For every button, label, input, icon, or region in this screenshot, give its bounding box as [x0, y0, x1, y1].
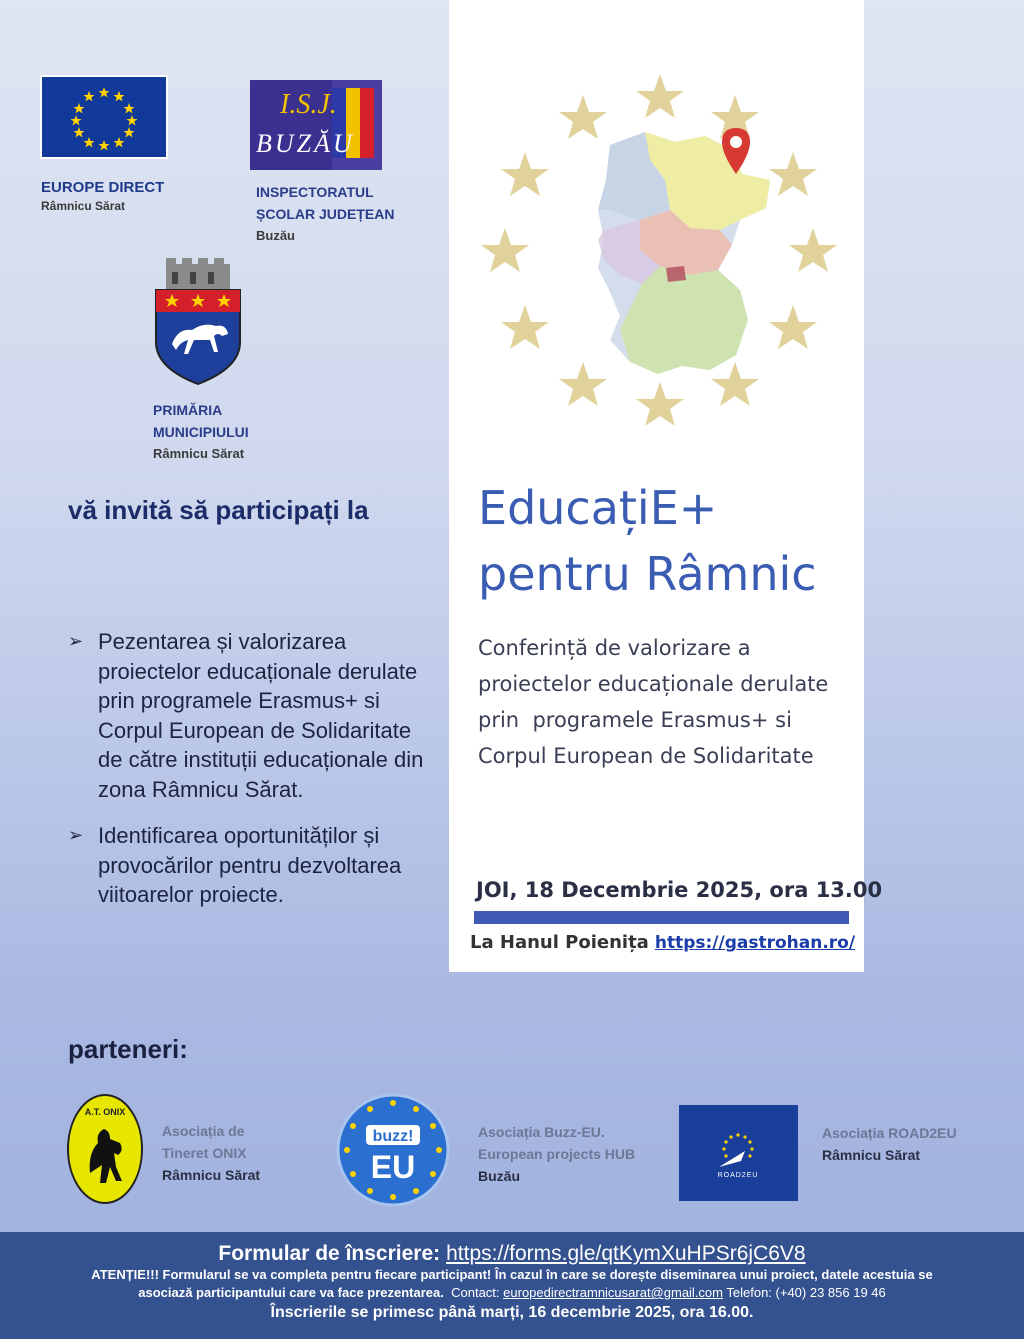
form-label: Formular de înscriere: — [218, 1242, 441, 1265]
event-venue — [470, 932, 855, 953]
agenda-item-text: Pezentarea și valorizarea proiectelor educaționale derulate prin programele Erasmus+ si Corpul European de Solidaritate de către instituții educaționale din zona Râmnicu Sărat. — [98, 629, 424, 802]
primaria-city: Râmnicu Sărat — [153, 446, 245, 461]
isj-logo-text-top: I.S.J. — [280, 89, 337, 120]
isj-logo — [250, 80, 382, 170]
partner-onix-line1: Asociația de — [162, 1123, 245, 1139]
partner-buzz-line1: Asociația Buzz-EU. — [478, 1124, 605, 1140]
isj-label — [256, 181, 394, 247]
partners-title: parteneri: — [68, 1034, 188, 1064]
buzz-logo-text-bottom: EU — [370, 1149, 416, 1185]
partner-road2eu-line1: Asociația ROAD2EU — [822, 1125, 957, 1141]
europe-direct-label — [41, 179, 164, 213]
registration-deadline: Înscrierile se primesc până marți, 16 decembrie 2025, ora 16.00. — [270, 1304, 754, 1321]
venue-link[interactable]: https://gastrohan.ro/ — [654, 933, 856, 953]
isj-name-line1: INSPECTORATUL — [256, 184, 374, 200]
onix-logo — [66, 1093, 144, 1205]
agenda-list — [68, 627, 428, 927]
form-title — [0, 1242, 1024, 1266]
event-subtitle-line: Corpul European de Solidaritate — [478, 744, 814, 768]
isj-city: Buzău — [256, 228, 295, 243]
primaria-crest-icon — [152, 258, 244, 386]
notice-line2-text: asociază participantului care va face prezentarea. — [138, 1285, 444, 1300]
event-date: JOI, 18 Decembrie 2025, ora 13.00 — [476, 878, 883, 902]
isj-logo-text-bottom: BUZĂU — [256, 129, 355, 158]
partner-road2eu-line2: Râmnicu Sărat — [822, 1147, 921, 1163]
eu-stars-icon — [42, 77, 166, 157]
partner-buzz-line3: Buzău — [478, 1168, 520, 1184]
invite-text: vă invită să participați la — [68, 495, 369, 525]
buzz-logo-text-top: buzz! — [372, 1128, 414, 1145]
event-title — [478, 475, 817, 607]
partner-buzz-text — [478, 1121, 635, 1187]
arrow-bullet-icon: ➢ — [68, 825, 84, 845]
venue-name: La Hanul Poienița — [470, 932, 649, 953]
primaria-label — [153, 399, 249, 465]
event-title-line2: pentru Râmnic — [478, 547, 817, 601]
isj-name-line2: ȘCOLAR JUDEȚEAN — [256, 206, 395, 222]
europe-direct-name: EUROPE DIRECT — [41, 179, 165, 196]
arrow-bullet-icon: ➢ — [68, 631, 84, 651]
partner-buzz-line2: European projects HUB — [478, 1146, 636, 1162]
contact-phone: Telefon: (+40) 23 856 19 46 — [726, 1285, 886, 1300]
road2eu-logo-text: ROAD2EU — [717, 1172, 759, 1179]
contact-label: Contact: — [451, 1285, 500, 1300]
contact-email-link[interactable]: europedirectramnicusarat@gmail.com — [503, 1285, 723, 1300]
europe-direct-city: Râmnicu Sărat — [41, 199, 126, 213]
agenda-item — [68, 627, 428, 804]
form-link[interactable]: https://forms.gle/qtKymXuHPSr6jC6V8 — [446, 1242, 806, 1265]
partner-road2eu-text — [822, 1122, 957, 1166]
agenda-item — [68, 821, 428, 910]
event-subtitle-line: Conferință de valorizare a — [478, 636, 751, 660]
partner-onix-line3: Râmnicu Sărat — [162, 1167, 261, 1183]
primaria-name-line2: MUNICIPIULUI — [153, 424, 249, 440]
date-divider — [474, 911, 849, 924]
europe-direct-eu-flag — [40, 75, 168, 159]
event-title-line1: EducațiE+ — [478, 481, 718, 535]
notice-line2 — [0, 1284, 1024, 1302]
primaria-name-line1: PRIMĂRIA — [153, 402, 223, 418]
partner-onix-line2: Tineret ONIX — [162, 1145, 247, 1161]
agenda-item-text: Identificarea oportunităților și provocărilor pentru dezvoltarea viitoarelor proiecte. — [98, 823, 402, 907]
partner-onix-text — [162, 1120, 260, 1186]
buzau-map-with-stars-icon — [470, 70, 840, 440]
event-subtitle — [478, 630, 858, 774]
notice-line1: ATENȚIE!!! Formularul se va completa pentru fiecare participant! În cazul în care se dorește diseminarea unui proiect, datele acestuia se — [91, 1267, 933, 1282]
onix-logo-text: A.T. ONIX — [84, 1107, 126, 1117]
road2eu-logo — [679, 1105, 798, 1201]
registration-footer — [0, 1232, 1024, 1339]
event-subtitle-line: prin programele Erasmus+ si — [478, 708, 792, 732]
buzz-eu-logo — [336, 1093, 450, 1207]
event-subtitle-line: proiectelor educaționale derulate — [478, 672, 829, 696]
